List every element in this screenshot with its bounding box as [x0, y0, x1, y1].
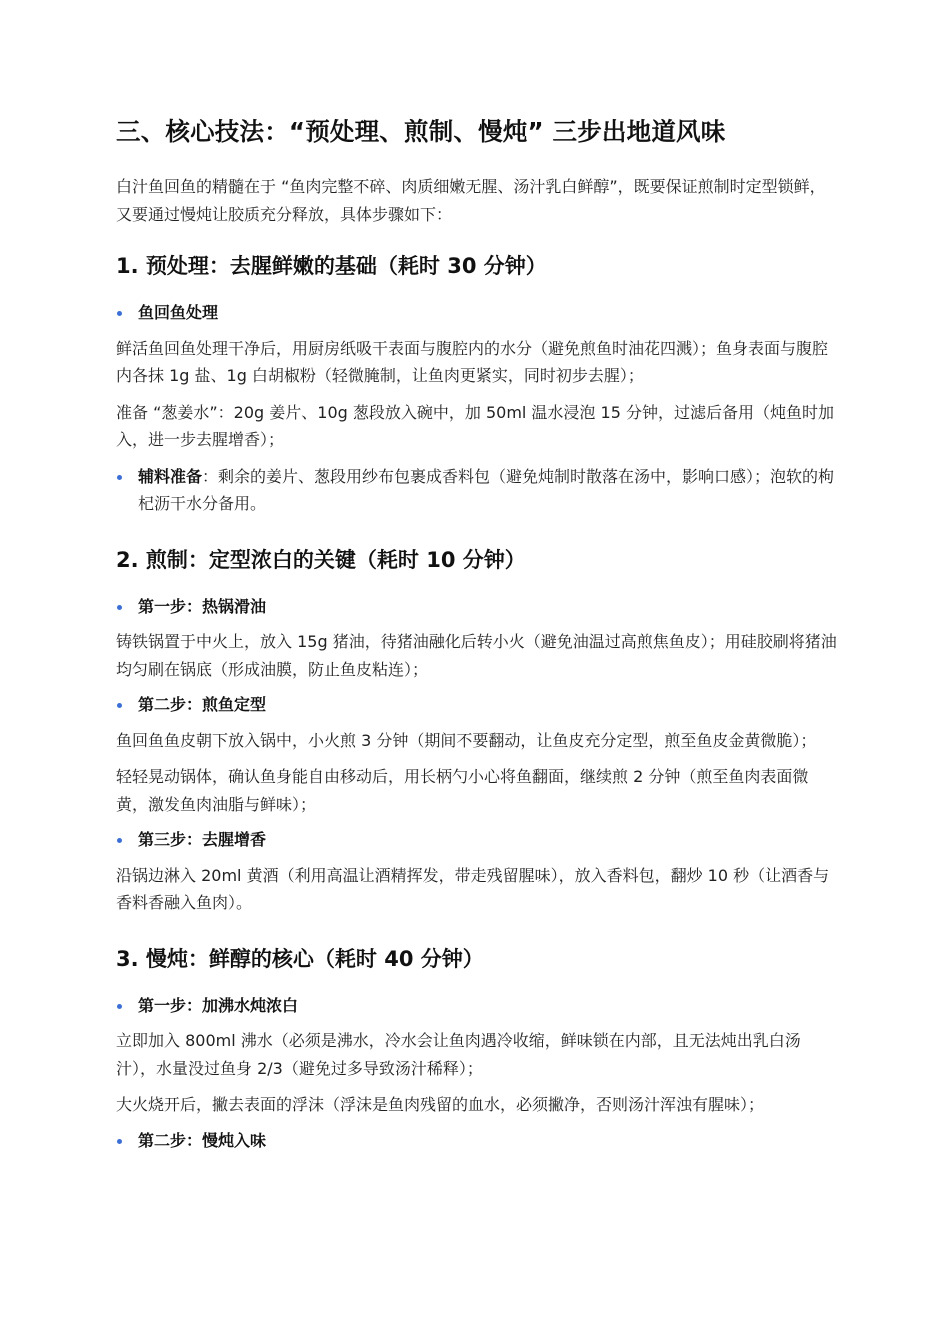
step1-heading: 1. 预处理：去腥鲜嫩的基础（耗时 30 分钟）	[116, 254, 547, 278]
bullet-dot-icon	[117, 703, 122, 708]
bullet-label: 鱼回鱼处理	[138, 303, 219, 322]
bullet-label: 第二步：煎鱼定型	[138, 695, 267, 714]
step3-heading: 3. 慢炖：鲜醇的核心（耗时 40 分钟）	[116, 946, 484, 971]
paragraph: 大火烧开后，撇去表面的浮沫（浮沫是鱼肉残留的血水，必须撇净，否则汤汁浑浊有腥味）；	[116, 1095, 765, 1114]
bullet-item	[116, 1127, 838, 1155]
bullet-dot-icon	[117, 1139, 122, 1144]
bullet-text: ：剩余的姜片、葱段用纱布包裹成香料包（避免炖制时散落在汤中，影响口感）；泡软的枸杞沥干水分备用。	[138, 466, 835, 513]
bullet-dot-icon	[117, 1004, 122, 1009]
bullet-dot-icon	[117, 838, 122, 843]
bullet-item	[116, 463, 838, 518]
bullet-item	[116, 593, 838, 621]
bullet-label: 第一步：加沸水炖浓白	[138, 995, 299, 1015]
bullet-label: 第三步：去腥增香	[138, 830, 267, 849]
bullet-label: 第一步：热锅滑油	[138, 596, 267, 616]
document-page	[116, 112, 838, 1154]
paragraph: 沿锅边淋入 20ml 黄酒（利用高温让酒精挥发，带走残留腥味），放入香料包，翻炒 10 秒（让酒香与香料香融入鱼肉）。	[116, 865, 830, 912]
bullet-dot-icon	[117, 475, 122, 480]
paragraph: 鱼回鱼鱼皮朝下放入锅中，小火煎 3 分钟（期间不要翻动，让鱼皮充分定型，煎至鱼皮金黄微脆）；	[116, 730, 817, 750]
bullet-label: 第二步：慢炖入味	[138, 1130, 267, 1150]
paragraph: 立即加入 800ml 沸水（必须是沸水，冷水会让鱼肉遇冷收缩，鲜味锁在内部，且无法炖出乳白汤汁），水量没过鱼身 2/3（避免过多导致汤汁稀释）；	[116, 1031, 801, 1078]
step2-heading: 2. 煎制：定型浓白的关键（耗时 10 分钟）	[116, 547, 526, 572]
paragraph: 轻轻晃动锅体，确认鱼身能自由移动后，用长柄勺小心将鱼翻面，继续煎 2 分钟（煎至鱼肉表面微黄，激发鱼肉油脂与鲜味）；	[116, 767, 809, 814]
bullet-item	[116, 826, 838, 854]
bullet-dot-icon	[117, 605, 122, 610]
bullet-item	[116, 299, 838, 327]
bullet-item	[116, 691, 838, 719]
bullet-label: 辅料准备	[138, 466, 203, 486]
paragraph: 铸铁锅置于中火上，放入 15g 猪油，待猪油融化后转小火（避免油温过高煎焦鱼皮）；用硅胶刷将猪油均匀刷在锅底（形成油膜，防止鱼皮粘连）；	[116, 632, 837, 679]
section-title: 三、核心技法：“预处理、煎制、慢炖” 三步出地道风味	[116, 117, 726, 146]
bullet-dot-icon	[117, 311, 122, 316]
paragraph: 鲜活鱼回鱼处理干净后，用厨房纸吸干表面与腹腔内的水分（避免煎鱼时油花四溅）；鱼身表面与腹腔内各抹 1g 盐、1g 白胡椒粉（轻微腌制，让鱼肉更紧实，同时初步去腥）；	[116, 338, 829, 385]
paragraph: 准备 “葱姜水”：20g 姜片、10g 葱段放入碗中，加 50ml 温水浸泡 15 分钟，过滤后备用（炖鱼时加入，进一步去腥增香）；	[116, 402, 834, 449]
intro-paragraph: 白汁鱼回鱼的精髓在于 “鱼肉完整不碎、肉质细嫩无腥、汤汁乳白鲜醇”，既要保证煎制时定型锁鲜，又要通过慢炖让胶质充分释放，具体步骤如下：	[116, 177, 826, 224]
bullet-item	[116, 992, 838, 1020]
